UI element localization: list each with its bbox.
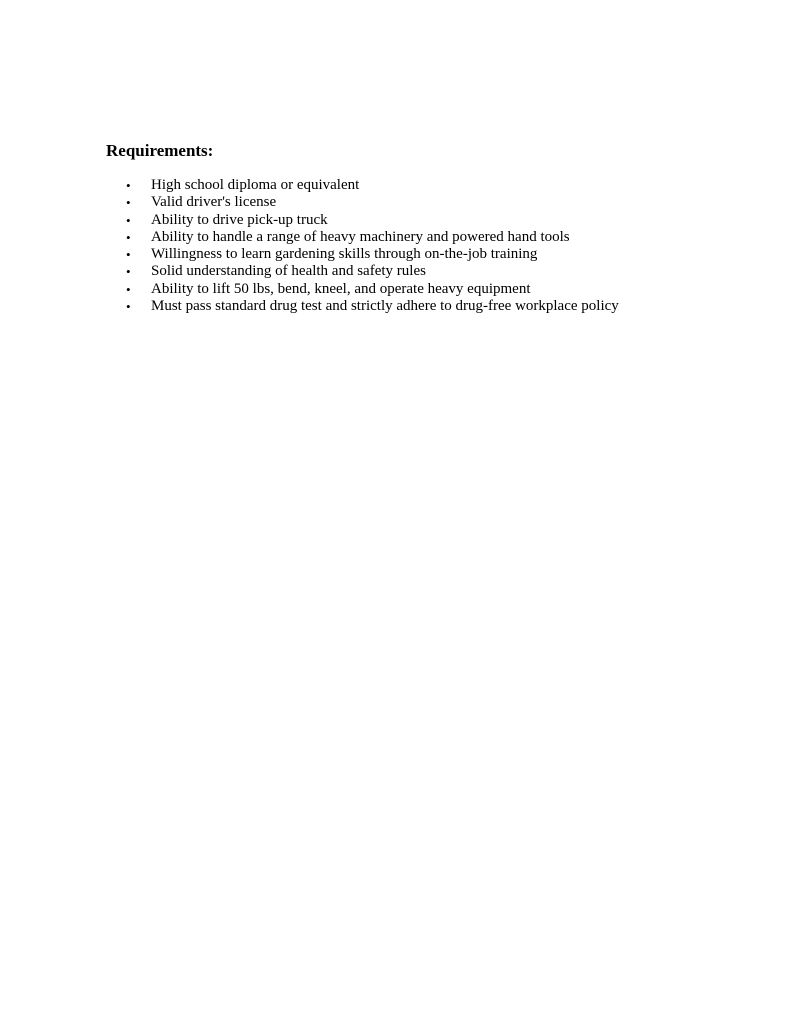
list-item-text: Valid driver's license [151, 194, 277, 211]
list-item-text: High school diploma or equivalent [151, 177, 360, 193]
list-item-text: Must pass standard drug test and strictly adhere to drug-free workplace policy [151, 298, 619, 315]
list-item-text: Willingness to learn gardening skills through on-the-job training [151, 246, 538, 263]
bullet-icon: • [126, 281, 131, 297]
requirements-heading: Requirements: [106, 141, 214, 160]
bullet-icon: • [126, 247, 131, 263]
list-item-text: Ability to handle a range of heavy machinery and powered hand tools [151, 228, 570, 245]
bullet-icon: • [126, 229, 131, 245]
bullet-icon: • [126, 178, 131, 193]
bullet-icon: • [126, 299, 131, 315]
list-item-text: Ability to lift 50 lbs, bend, kneel, and operate heavy equipment [151, 280, 531, 297]
bullet-icon: • [126, 212, 131, 228]
bullet-icon: • [126, 195, 131, 211]
bullet-icon: • [126, 264, 131, 280]
list-item-text: Ability to drive pick-up truck [151, 211, 328, 228]
list-item-text: Solid understanding of health and safety rules [151, 263, 426, 280]
